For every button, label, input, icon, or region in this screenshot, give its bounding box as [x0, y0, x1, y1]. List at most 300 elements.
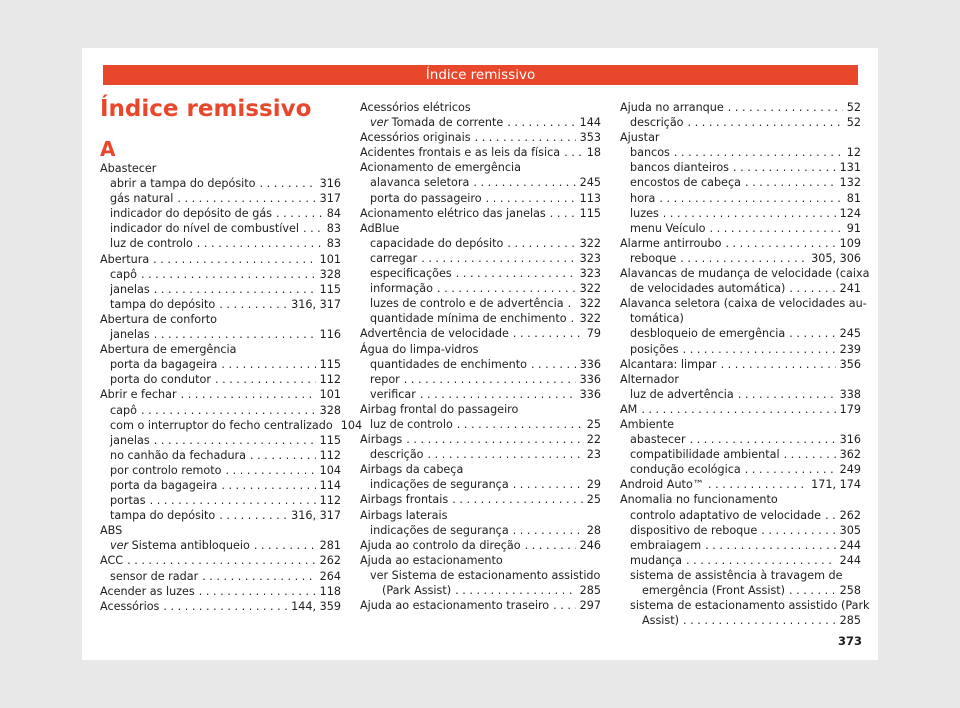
leader-dots	[708, 477, 807, 492]
index-entry-page: 264	[319, 569, 341, 583]
leader-dots	[475, 130, 576, 145]
index-entry	[100, 599, 341, 614]
index-entry	[100, 418, 363, 433]
index-entry	[620, 342, 861, 357]
index-entry-page: 79	[586, 327, 601, 341]
leader-dots	[177, 191, 315, 206]
index-entry	[100, 161, 341, 176]
index-entry	[620, 523, 861, 538]
leader-dots	[564, 145, 583, 160]
index-entry-label: especificações	[370, 267, 452, 281]
index-entry-label: Ajuda no arranque	[620, 101, 724, 114]
index-entry	[100, 221, 341, 236]
leader-dots	[276, 206, 323, 221]
index-entry	[100, 282, 341, 297]
leader-dots	[725, 236, 835, 251]
index-entry	[360, 553, 601, 568]
index-entry-label: tomática)	[630, 312, 684, 326]
index-entry-label: Água do limpa-vidros	[360, 342, 479, 356]
index-entry-page: 245	[579, 176, 601, 190]
index-entry	[360, 191, 601, 206]
index-entry-page: 109	[839, 236, 861, 250]
index-entry-label: Assist)	[642, 614, 679, 628]
index-entry-page: 285	[839, 614, 861, 628]
leader-dots	[789, 326, 835, 341]
index-entry-label: janelas	[110, 328, 150, 342]
index-entry-page: 362	[839, 448, 861, 462]
leader-dots	[406, 432, 583, 447]
index-entry-label: capô	[110, 267, 137, 281]
index-entry	[620, 326, 861, 341]
index-entry-label: Abertura de conforto	[100, 312, 217, 326]
index-entry-page: 179	[839, 402, 861, 416]
index-entry-label: Acionamento de emergência	[360, 161, 521, 175]
index-entry-label: de velocidades automática)	[630, 282, 786, 296]
index-entry-page: 144	[579, 116, 601, 130]
leader-dots	[457, 417, 583, 432]
leader-dots	[219, 297, 287, 312]
index-entry-label: Alavanca seletora (caixa de velocidades au-	[620, 297, 867, 311]
index-entry-label: carregar	[370, 251, 418, 265]
leader-dots	[710, 221, 843, 236]
index-entry-label: luz de advertência	[630, 387, 734, 401]
index-entry	[620, 221, 861, 236]
index-entry-page: 18	[586, 146, 601, 160]
see-reference-prefix: ver	[110, 539, 129, 553]
index-entry-label: ver Sistema antibloqueio	[110, 539, 250, 553]
index-entry	[360, 432, 601, 447]
index-entry	[360, 100, 601, 115]
leader-dots	[404, 372, 576, 387]
index-entry-page: 262	[839, 508, 861, 522]
leader-dots	[250, 448, 316, 463]
index-entry-label: Ajuda ao estacionamento traseiro	[360, 599, 550, 613]
index-entry-label: informação	[370, 282, 433, 296]
index-entry-page: 249	[839, 463, 861, 477]
index-entry-label: capô	[110, 403, 137, 417]
index-entry	[360, 492, 601, 507]
index-entry	[100, 252, 341, 267]
index-entry	[100, 433, 341, 448]
index-entry-label: Airbag frontal do passageiro	[360, 402, 519, 416]
index-entry-label: Acionamento elétrico das janelas	[360, 206, 546, 220]
leader-dots	[154, 327, 316, 342]
index-entry-label: Alternador	[620, 372, 679, 386]
index-entry-page: 28	[586, 523, 601, 537]
index-entry-label: indicações de segurança	[370, 523, 509, 537]
index-entry	[100, 176, 341, 191]
leader-dots	[721, 357, 836, 372]
index-entry-page: 171, 174	[811, 478, 861, 492]
index-entry-label: capacidade do depósito	[370, 236, 504, 250]
index-entry	[360, 462, 601, 477]
index-entry	[100, 342, 341, 357]
index-entry-page: 52	[846, 101, 861, 114]
index-entry-page: 144, 359	[291, 599, 341, 613]
leader-dots	[141, 267, 316, 282]
index-entry-label: embraiagem	[630, 538, 702, 552]
index-entry	[100, 538, 341, 553]
index-entry	[360, 372, 601, 387]
index-entry	[360, 130, 601, 145]
index-entry-page: 52	[846, 116, 861, 130]
index-entry-page: 22	[586, 433, 601, 447]
index-entry-page: 112	[319, 448, 341, 462]
index-entry	[620, 477, 861, 492]
index-entry-page: 81	[846, 191, 861, 205]
index-entry	[100, 191, 341, 206]
index-entry-label: AdBlue	[360, 221, 400, 235]
index-entry	[360, 281, 601, 296]
index-entry-label: sistema de assistência à travagem de	[630, 568, 843, 582]
leader-dots	[154, 282, 316, 297]
leader-dots	[254, 538, 316, 553]
index-entry-label: hora	[630, 191, 656, 205]
index-entry	[620, 266, 870, 281]
index-entry	[360, 508, 601, 523]
index-entry-label: luzes	[630, 206, 659, 220]
page-number: 373	[838, 634, 863, 648]
index-entry-label: janelas	[110, 282, 150, 296]
leader-dots	[421, 251, 575, 266]
index-entry	[100, 523, 341, 538]
index-entry-label: dispositivo de reboque	[630, 523, 758, 537]
index-entry	[620, 417, 861, 432]
index-entry	[360, 583, 601, 598]
index-entry	[620, 462, 861, 477]
index-entry-label: emergência (Front Assist)	[642, 584, 786, 597]
index-entry	[100, 327, 341, 342]
index-entry	[360, 417, 601, 432]
index-entry	[100, 357, 341, 372]
index-entry-label: ver Tomada de corrente	[370, 116, 504, 130]
index-entry	[360, 145, 601, 160]
index-entry	[620, 175, 861, 190]
index-entry-page: 114	[319, 478, 341, 492]
index-entry	[360, 342, 601, 357]
index-entry-page: 29	[586, 478, 601, 492]
index-entry-page: 246	[579, 538, 601, 552]
index-entry-page: 132	[839, 176, 861, 190]
leader-dots	[473, 175, 575, 190]
index-entry	[620, 281, 861, 296]
leader-dots	[568, 296, 576, 311]
index-entry	[360, 402, 601, 417]
index-entry	[360, 221, 601, 236]
index-entry-label: abastecer	[630, 433, 686, 447]
index-entry	[620, 191, 861, 206]
index-entry	[620, 296, 867, 311]
index-entry-label: tampa do depósito	[110, 509, 216, 523]
index-entry-label: desbloqueio de emergência	[630, 327, 786, 341]
leader-dots	[789, 281, 835, 296]
index-entry-page: 281	[319, 539, 341, 553]
index-entry-page: 356	[839, 357, 861, 371]
index-entry-label: porta da bagageira	[110, 478, 218, 492]
index-entry-label: descrição	[630, 116, 684, 130]
leader-dots	[690, 432, 836, 447]
index-entry-page: 84	[326, 207, 341, 221]
index-entry-label: Airbags laterais	[360, 508, 448, 522]
leader-dots	[202, 569, 315, 584]
index-entry	[100, 463, 341, 478]
index-entry-label: Abrir e fechar	[100, 388, 177, 402]
index-entry-page: 104	[319, 463, 341, 477]
index-entry-label: Alcantara: limpar	[620, 357, 717, 371]
index-entry-page: 297	[579, 599, 601, 613]
index-entry	[360, 523, 601, 538]
index-entry-label: quantidades de enchimento	[370, 357, 527, 371]
index-entry	[620, 613, 861, 628]
index-entry	[360, 538, 601, 553]
index-entry	[360, 296, 601, 311]
index-entry-page: 25	[586, 493, 601, 507]
leader-dots	[226, 463, 316, 478]
index-entry-page: 285	[579, 584, 601, 597]
index-entry-page: 258	[839, 584, 861, 597]
leader-dots	[181, 387, 316, 402]
index-entry	[100, 553, 341, 568]
index-entry	[620, 598, 870, 613]
see-reference-prefix: ver	[370, 116, 389, 130]
index-entry-label: ACC	[100, 554, 124, 568]
index-entry-page: 101	[319, 388, 341, 402]
index-entry	[620, 538, 861, 553]
index-entry-label: indicações de segurança	[370, 478, 509, 492]
index-entry	[360, 598, 601, 613]
index-entry-page: 124	[839, 206, 861, 220]
index-entry-page: 262	[319, 554, 341, 568]
leader-dots	[683, 613, 836, 628]
index-entry-label: Ambiente	[620, 417, 675, 431]
index-entry	[620, 553, 861, 568]
index-entry-page: 322	[579, 236, 601, 250]
index-entry-page: 91	[846, 221, 861, 235]
index-entry-label: alavanca seletora	[370, 176, 470, 190]
index-entry	[360, 326, 601, 341]
index-entry-label: Acessórios originais	[360, 131, 471, 145]
leader-dots	[428, 447, 583, 462]
index-entry	[360, 568, 601, 583]
leader-dots	[456, 266, 576, 281]
index-entry-page: 316, 317	[291, 297, 341, 311]
index-entry-page: 322	[579, 282, 601, 296]
index-entry-label: indicador do nível de combustível	[110, 222, 299, 236]
leader-dots	[531, 357, 576, 372]
index-entry-label: repor	[370, 372, 400, 386]
index-entry-label: gás natural	[110, 192, 174, 206]
index-entry	[100, 372, 341, 387]
leader-dots	[761, 523, 835, 538]
index-entry	[620, 432, 861, 447]
leader-dots	[571, 311, 576, 326]
index-entry	[360, 175, 601, 190]
leader-dots	[221, 357, 315, 372]
index-entry	[360, 311, 601, 326]
index-entry	[620, 357, 861, 372]
index-entry-page: 241	[839, 282, 861, 296]
index-entry-page: 244	[839, 538, 861, 552]
index-entry-label: sensor de radar	[110, 569, 199, 583]
index-entry-page: 338	[839, 387, 861, 401]
index-entry-label: Anomalia no funcionamento	[620, 493, 778, 507]
index-entry-label: Abertura de emergência	[100, 343, 237, 357]
index-entry-label: Acessórios elétricos	[360, 101, 471, 114]
index-entry-page: 113	[579, 191, 601, 205]
index-entry-page: 322	[579, 297, 601, 311]
leader-dots	[219, 508, 287, 523]
index-entry-label: Abertura	[100, 252, 150, 266]
index-entry-label: compatibilidade ambiental	[630, 448, 780, 462]
index-entry-page: 12	[846, 146, 861, 160]
index-entry	[100, 297, 341, 312]
index-entry-label: menu Veículo	[630, 221, 706, 235]
index-entry	[100, 508, 341, 523]
index-entry-page: 239	[839, 342, 861, 356]
index-entry	[360, 206, 601, 221]
index-entry	[360, 447, 601, 462]
index-entry-page: 83	[326, 237, 341, 251]
index-entry	[100, 236, 341, 251]
index-entry	[100, 478, 341, 493]
leader-dots	[550, 206, 576, 221]
index-entry-page: 245	[839, 327, 861, 341]
index-entry	[360, 160, 601, 175]
index-entry-label: Acender as luzes	[100, 584, 195, 598]
index-entry-label: Airbags	[360, 433, 403, 447]
index-entry-label: condução ecológica	[630, 463, 741, 477]
index-entry-page: 316, 317	[291, 509, 341, 523]
leader-dots	[680, 251, 807, 266]
index-entry-label: controlo adaptativo de velocidade	[630, 508, 822, 522]
leader-dots	[745, 175, 836, 190]
index-entry-label: posições	[630, 342, 679, 356]
leader-dots	[789, 583, 836, 598]
index-entry-page: 104	[340, 418, 363, 432]
index-entry-label: no canhão da fechadura	[110, 448, 247, 462]
index-entry-label: Alavancas de mudança de velocidade (caixa	[620, 267, 870, 281]
index-entry-label: descrição	[370, 448, 424, 462]
index-entry	[360, 387, 601, 402]
leader-dots	[728, 100, 843, 115]
index-entry	[620, 402, 861, 417]
index-entry-label: sistema de estacionamento assistido (Park	[630, 599, 870, 613]
section-letter: A	[100, 137, 116, 161]
index-entry	[620, 100, 861, 115]
index-entry-page: 23	[586, 448, 601, 462]
index-entry	[620, 568, 861, 583]
index-entry-label: (Park Assist)	[382, 584, 452, 597]
index-entry-label: janelas	[110, 433, 150, 447]
index-entry	[100, 584, 341, 599]
leader-dots	[525, 538, 576, 553]
index-entry-page: 323	[579, 251, 601, 265]
leader-dots	[513, 326, 583, 341]
index-entry-label: verificar	[370, 387, 416, 401]
index-entry-label: AM	[620, 402, 638, 416]
leader-dots	[641, 402, 835, 417]
index-entry-label: Airbags frontais	[360, 493, 449, 507]
index-entry-label: ABS	[100, 524, 123, 538]
index-entry-page: 328	[319, 403, 341, 417]
leader-dots	[141, 403, 316, 418]
index-entry-label: bancos dianteiros	[630, 161, 729, 175]
page-title: Índice remissivo	[100, 96, 312, 122]
index-entry	[620, 372, 861, 387]
index-entry-label: ver Sistema de estacionamento assistido	[370, 568, 601, 582]
index-entry-label: Ajuda ao controlo da direção	[360, 538, 521, 552]
leader-dots	[553, 598, 575, 613]
index-column-2	[360, 100, 601, 613]
index-entry-page: 316	[319, 177, 341, 191]
index-entry-page: 322	[579, 312, 601, 326]
index-entry-label: quantidade mínima de enchimento	[370, 312, 567, 326]
index-entry-page: 25	[586, 417, 601, 431]
leader-dots	[513, 477, 583, 492]
index-entry-page: 353	[579, 131, 601, 145]
index-column-1	[100, 161, 363, 614]
index-entry-label: Acidentes frontais e as leis da física	[360, 146, 561, 160]
index-entry	[100, 448, 341, 463]
leader-dots	[513, 523, 583, 538]
index-entry	[100, 569, 341, 584]
index-entry-label: Alarme antirroubo	[620, 236, 722, 250]
index-column-3	[620, 100, 870, 628]
leader-dots	[153, 252, 315, 267]
leader-dots	[215, 372, 316, 387]
index-entry	[100, 267, 341, 282]
index-entry-page: 116	[319, 328, 341, 342]
index-entry-page: 305	[839, 523, 861, 537]
leader-dots	[683, 342, 836, 357]
index-entry	[100, 493, 341, 508]
index-entry-label: com o interruptor do fecho centralizado	[110, 418, 333, 432]
index-entry	[620, 206, 861, 221]
leader-dots	[199, 584, 316, 599]
index-entry	[620, 387, 861, 402]
leader-dots	[825, 508, 836, 523]
index-entry-page: 317	[319, 192, 341, 206]
index-entry-page: 115	[319, 282, 341, 296]
leader-dots	[705, 538, 835, 553]
index-entry-page: 101	[319, 252, 341, 266]
index-entry-page: 131	[839, 161, 861, 175]
index-entry	[360, 236, 601, 251]
index-entry-label: tampa do depósito	[110, 297, 216, 311]
index-entry-label: por controlo remoto	[110, 463, 222, 477]
leader-dots	[154, 433, 316, 448]
index-entry	[620, 160, 861, 175]
leader-dots	[150, 493, 316, 508]
index-entry-label: Airbags da cabeça	[360, 463, 464, 477]
leader-dots	[260, 176, 316, 191]
index-entry-page: 336	[579, 357, 601, 371]
leader-dots	[163, 599, 287, 614]
index-entry-label: porta da bagageira	[110, 358, 218, 372]
index-entry	[100, 206, 341, 221]
index-entry-page: 336	[579, 372, 601, 386]
leader-dots	[507, 236, 575, 251]
leader-dots	[455, 583, 576, 598]
index-entry-page: 323	[579, 267, 601, 281]
leader-dots	[197, 236, 323, 251]
index-entry-page: 115	[579, 206, 601, 220]
index-entry-page: 115	[319, 358, 341, 372]
leader-dots	[420, 387, 576, 402]
index-entry-label: encostos de cabeça	[630, 176, 741, 190]
leader-dots	[674, 145, 843, 160]
index-entry	[620, 130, 861, 145]
